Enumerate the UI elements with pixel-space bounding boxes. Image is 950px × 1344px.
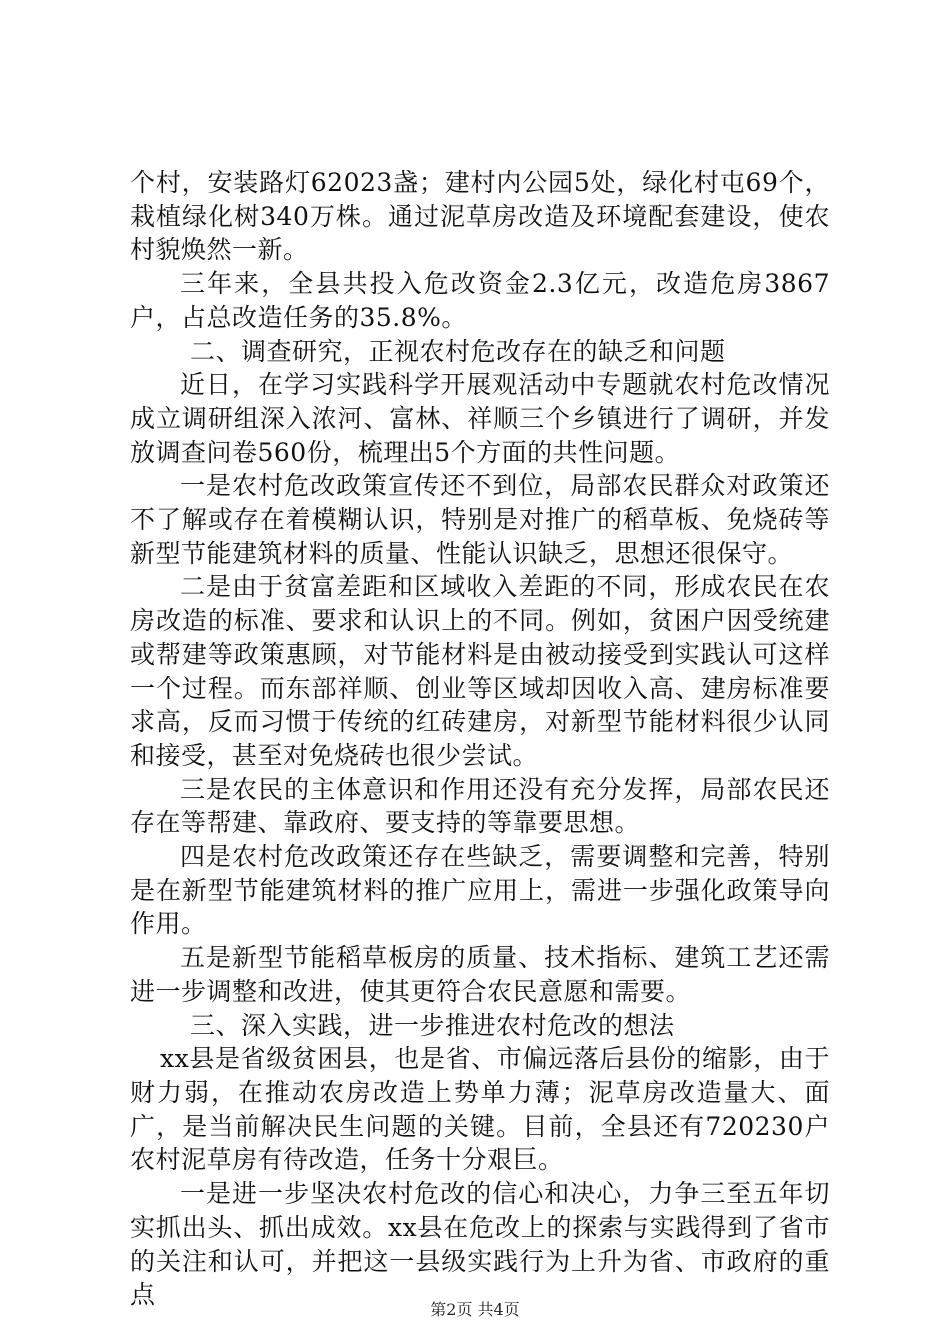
section-heading-3: 三、深入实践，进一步推进农村危改的想法 <box>190 1010 675 1040</box>
paragraph-issue-1: 一是农村危改政策宣传还不到位，局部农民群众对政策还不了解或存在着模糊认识，特别是对推广的稻草板、免烧砖等新型节能建筑材料的质量、性能认识缺乏，思想还很保守。 <box>130 471 830 568</box>
paragraph-measure-1: 一是进一步坚决农村危改的信心和决心，力争三至五年切实抓出头、抓出成效。xx县在危改上的探索与实践得到了省市的关注和认可，并把这一县级实践行为上升为省、市政府的重点 <box>130 1179 830 1310</box>
paragraph-issue-4: 四是农村危改政策还存在些缺乏，需要调整和完善，特别是在新型节能建筑材料的推广应用上，需进一步强化政策导向作用。 <box>130 842 830 939</box>
paragraph-issue-5: 五是新型节能稻草板房的质量、技术指标、建筑工艺还需进一步调整和改进，使其更符合农民意愿和需要。 <box>130 943 830 1006</box>
paragraph-issue-3: 三是农民的主体意识和作用还没有充分发挥，局部农民还存在等帮建、靠政府、要支持的等靠要思想。 <box>130 774 830 838</box>
paragraph-continuation: 个村，安装路灯62023盏；建村内公园5处，绿化村屯69个，栽植绿化树340万株。通过泥草房改造及环境配套建设，使农村貌焕然一新。 <box>130 168 830 265</box>
document-body <box>130 166 830 1312</box>
paragraph-survey-intro: 近日，在学习实践科学开展观活动中专题就农村危改情况成立调研组深入浓河、富林、祥顺三个乡镇进行了调研，并发放调查问卷560份，梳理出5个方面的共性问题。 <box>130 370 830 467</box>
section-heading-2: 二、调查研究，正视农村危改存在的缺乏和问题 <box>190 336 726 366</box>
page-footer: 第2页 共4页 <box>430 1300 520 1319</box>
paragraph-county-situation: xx县是省级贫困县，也是省、市偏远落后县份的缩影，由于财力弱，在推动农房改造上势单力薄；泥草房改造量大、面广，是当前解决民生问题的关键。目前，全县还有720230户农村泥草房有待改造，任务十分艰巨。 <box>130 1044 830 1175</box>
paragraph-issue-2: 二是由于贫富差距和区域收入差距的不同，形成农民在农房改造的标准、要求和认识上的不同。例如，贫困户因受统建或帮建等政策惠顾，对节能材料是由被动接受到实践认可这样一个过程。而东部祥顺、创业等区域却因收入高、建房标准要求高，反而习惯于传统的红砖建房，对新型节能材料很少认同和接受，甚至对免烧砖也很少尝试。 <box>130 572 830 770</box>
paragraph-investment-summary: 三年来，全县共投入危改资金2.3亿元，改造危房3867户，占总改造任务的35.8%。 <box>130 269 830 332</box>
